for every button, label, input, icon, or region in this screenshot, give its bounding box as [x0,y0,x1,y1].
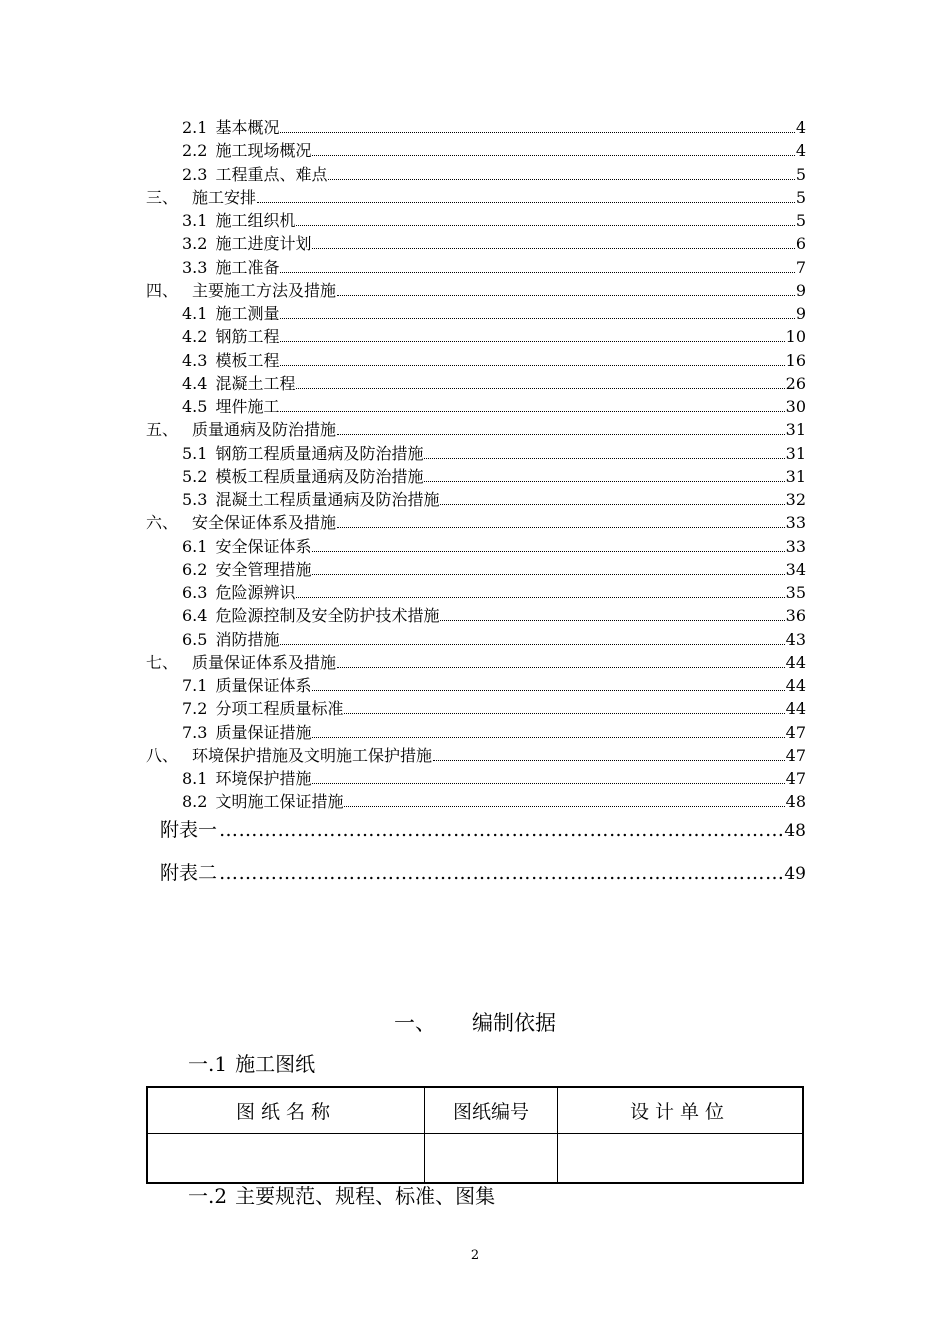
toc-leader-dots [312,737,784,738]
toc-entry-title: 施工测量 [215,304,280,323]
toc-entry[interactable] [182,351,806,373]
toc-leader-dots [337,667,785,668]
section-heading [0,1008,950,1038]
toc-entry-title: 模板工程质量通病及防治措施 [215,466,424,486]
toc-entry-number: 5.3 [182,490,208,509]
toc-entry-title: 质量保证体系及措施 [192,652,337,672]
table-row [147,1134,803,1184]
subsection-number: 一.2 [188,1184,228,1208]
toc-entry-page: 4 [795,118,806,137]
appendix-entry[interactable] [160,818,806,843]
toc-leader-dots [312,248,794,249]
toc-entry-page: 9 [795,304,806,323]
toc-entry-number: 2.2 [182,141,208,161]
toc-entry-number: 5.2 [182,466,208,486]
toc-entry-page: 16 [785,350,806,370]
toc-entry-title: 危险源控制及安全防护技术措施 [215,606,440,626]
toc-entry-title: 工程重点、难点 [215,164,328,184]
toc-entry-number: 2.3 [182,164,208,184]
toc-entry-title: 消防措施 [215,629,280,649]
toc-entry-title: 主要施工方法及措施 [192,280,337,300]
toc-entry-title: 混凝土工程质量通病及防治措施 [215,490,440,509]
toc-entry[interactable] [182,118,806,140]
toc-entry[interactable] [146,513,806,535]
section-title: 编制依据 [472,1011,556,1035]
toc-leader-dots [312,551,784,552]
table-cell [425,1134,558,1184]
toc-entry-number: 七、 [146,652,179,672]
appendix-entry-page: 48 [784,821,806,841]
toc-entry-page: 5 [795,211,806,230]
header-design-unit: 设计单位 [558,1087,804,1134]
section-number: 一、 [394,1011,436,1035]
toc-entry[interactable] [182,234,806,256]
toc-entry[interactable] [182,374,806,396]
toc-entry[interactable] [182,723,806,745]
toc-entry[interactable] [182,467,806,489]
toc-leader-dots [280,411,784,412]
toc-entry-page: 43 [785,629,806,649]
toc-entry-number: 4.4 [182,373,208,393]
toc-entry-number: 7.2 [182,699,208,719]
toc-leader-dots [280,365,784,366]
toc-entry-page: 10 [785,327,806,347]
toc-entry-number: 三、 [146,187,179,207]
toc-entry[interactable] [182,676,806,698]
toc-entry[interactable] [182,699,806,721]
toc-entry[interactable] [182,792,806,814]
toc-leader-dots [424,458,784,459]
toc-leader-dots [440,504,784,505]
toc-entry-number: 3.3 [182,257,208,277]
toc-entry-number: 4.3 [182,350,208,370]
toc-leader-dots [296,597,784,598]
toc-entry-page: 47 [785,769,806,788]
toc-entry-page: 35 [785,583,806,602]
toc-entry-title: 钢筋工程质量通病及防治措施 [215,443,424,463]
toc-entry-page: 32 [785,490,806,509]
toc-entry-number: 五、 [146,420,179,440]
toc-entry-title: 施工现场概况 [215,141,312,161]
toc-leader-dots [280,318,794,319]
subsection-title: 主要规范、规程、标准、图集 [235,1184,496,1208]
toc-entry-page: 44 [785,652,806,672]
toc-entry[interactable] [182,444,806,466]
toc-leader-dots [433,760,785,761]
toc-entry-page: 7 [795,257,806,277]
toc-entry-page: 47 [785,722,806,742]
toc-entry-title: 钢筋工程 [215,327,280,347]
appendix-entry-title: 附表一 [160,819,218,841]
toc-entry-number: 六、 [146,513,179,533]
toc-entry[interactable] [182,165,806,187]
toc-leader-dots [257,202,795,203]
toc-entry-title: 模板工程 [215,350,280,370]
toc-leader-dots [337,527,785,528]
toc-entry-title: 安全保证体系 [215,536,312,556]
toc-leader-dots [312,690,784,691]
toc-entry[interactable] [182,258,806,280]
toc-entry-number: 4.2 [182,327,208,347]
toc-entry[interactable] [182,630,806,652]
toc-leader-dots [337,295,795,296]
header-drawing-name: 图纸名称 [147,1087,425,1134]
toc-entry-number: 6.2 [182,559,208,579]
toc-entry-number: 4.5 [182,397,208,416]
toc-entry[interactable] [182,769,806,791]
subsection-number: 一.1 [188,1052,228,1076]
toc-entry-title: 文明施工保证措施 [215,792,344,812]
toc-leader-dots [296,225,794,226]
toc-entry[interactable] [146,746,806,768]
toc-entry-number: 四、 [146,280,179,300]
table-cell [558,1134,804,1184]
toc-entry-title: 安全保证体系及措施 [192,513,337,533]
toc-entry-number: 6.5 [182,629,208,649]
toc-leader-dots [312,574,784,575]
toc-entry[interactable] [146,188,806,210]
toc-entry[interactable] [182,560,806,582]
appendix-leader-dots [219,818,782,842]
toc-entry[interactable] [182,327,806,349]
toc-leader-dots [280,341,784,342]
toc-entry-number: 6.1 [182,536,208,556]
drawings-table [146,1086,804,1184]
toc-leader-dots [424,481,784,482]
toc-entry[interactable] [182,490,806,512]
table-header-row [147,1087,803,1134]
toc-entry-title: 分项工程质量标准 [215,699,344,719]
toc-entry-number: 7.3 [182,722,208,742]
toc-entry-title: 环境保护措施 [215,769,312,788]
toc-entry-number: 4.1 [182,304,208,323]
toc-entry-number: 3.2 [182,234,208,254]
subsection-heading-standards [188,1182,495,1210]
toc-entry-title: 基本概况 [215,118,280,137]
toc-entry[interactable] [146,420,806,442]
toc-entry-page: 34 [785,559,806,579]
toc-entry[interactable] [182,141,806,163]
toc-entry-title: 质量通病及防治措施 [192,420,337,440]
toc-leader-dots [440,620,784,621]
toc-entry-number: 8.1 [182,769,208,788]
subsection-heading-drawings [188,1050,315,1078]
toc-entry-page: 30 [785,397,806,416]
table-cell [147,1134,425,1184]
toc-leader-dots [337,434,785,435]
toc-entry-title: 安全管理措施 [215,559,312,579]
toc-entry-page: 44 [785,676,806,695]
toc-entry[interactable] [182,304,806,326]
toc-entry-number: 八、 [146,745,179,765]
toc-entry-number: 6.4 [182,606,208,626]
toc-entry-page: 31 [785,466,806,486]
toc-entry-page: 26 [785,373,806,393]
appendix-entry-title: 附表二 [160,862,218,884]
toc-leader-dots [312,783,784,784]
toc-entry-number: 5.1 [182,443,208,463]
toc-entry-number: 7.1 [182,676,208,695]
toc-entry-page: 31 [785,443,806,463]
toc-entry-page: 48 [785,792,806,812]
toc-entry-title: 混凝土工程 [215,373,296,393]
toc-entry-page: 31 [785,420,806,440]
subsection-title: 施工图纸 [235,1052,316,1076]
toc-entry-number: 3.1 [182,211,208,230]
toc-entry-title: 施工准备 [215,257,280,277]
toc-entry-page: 5 [795,164,806,184]
toc-leader-dots [296,388,784,389]
toc-leader-dots [312,155,794,156]
toc-entry-title: 施工安排 [192,187,257,207]
appendix-entry[interactable] [160,861,806,886]
toc-entry-page: 9 [795,280,806,300]
toc-leader-dots [280,272,794,273]
toc-entry-page: 6 [795,234,806,254]
toc-entry-title: 施工组织机 [215,211,296,230]
toc-entry-title: 埋件施工 [215,397,280,416]
toc-entry[interactable] [182,537,806,559]
page-number: 2 [470,1248,480,1263]
toc-entry-title: 施工进度计划 [215,234,312,254]
toc-entry-title: 危险源辨识 [215,583,296,602]
toc-entry-page: 33 [785,513,806,533]
toc-entry-page: 47 [785,745,806,765]
toc-entry-number: 6.3 [182,583,208,602]
toc-entry[interactable] [146,281,806,303]
toc-entry-number: 2.1 [182,118,208,137]
toc-leader-dots [328,179,794,180]
toc-entry[interactable] [146,653,806,675]
toc-entry-title: 环境保护措施及文明施工保护措施 [192,745,433,765]
toc-leader-dots [280,644,784,645]
toc-entry[interactable] [182,583,806,605]
appendix-leader-dots [219,861,782,885]
toc-entry[interactable] [182,397,806,419]
header-drawing-number: 图纸编号 [425,1087,558,1134]
toc-entry[interactable] [182,606,806,628]
toc-leader-dots [280,132,794,133]
toc-entry-title: 质量保证体系 [215,676,312,695]
toc-entry-page: 4 [795,141,806,161]
toc-leader-dots [344,806,784,807]
toc-entry-page: 5 [795,187,806,207]
appendix-entry-page: 49 [784,864,806,884]
toc-entry-page: 36 [785,606,806,626]
toc-entry[interactable] [182,211,806,233]
toc-entry-page: 33 [785,536,806,556]
toc-entry-page: 44 [785,699,806,719]
toc-leader-dots [344,713,784,714]
toc-entry-title: 质量保证措施 [215,722,312,742]
toc-entry-number: 8.2 [182,792,208,812]
